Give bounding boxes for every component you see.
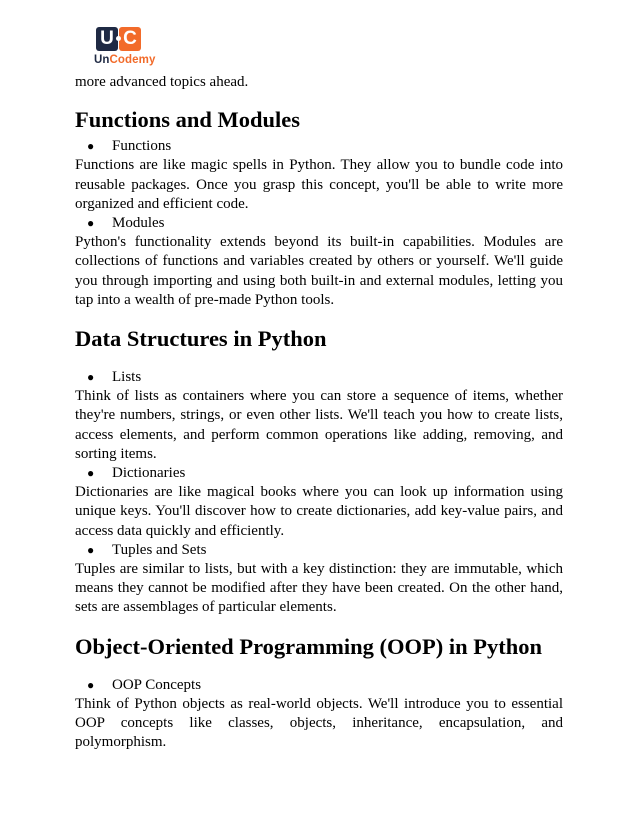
bullet-label: Dictionaries	[112, 465, 186, 482]
logo-mark-u: U	[96, 27, 118, 51]
logo-wordmark-codemy: Codemy	[109, 54, 156, 66]
intro-fragment: more advanced topics ahead.	[75, 74, 249, 90]
bullet-item-tuples-sets	[75, 541, 563, 560]
bullet-item-modules	[75, 214, 563, 233]
bullet-icon: ●	[87, 370, 95, 385]
bullet-icon: ●	[87, 216, 95, 231]
bullet-item-functions	[75, 137, 563, 156]
paragraph-functions: Functions are like magic spells in Python. They allow you to bundle code into reusable packages. Once you grasp this concept, you'll be able to write more organized and efficient code.	[75, 157, 563, 212]
paragraph-dictionaries: Dictionaries are like magical books where you can look up information using unique keys. You'll discover how to create dictionaries, add key-value pairs, and access data quickly and efficiently.	[75, 484, 563, 539]
bullet-label: Functions	[112, 138, 172, 155]
logo-mark	[96, 27, 142, 53]
bullet-icon: ●	[87, 677, 95, 692]
logo-dot	[116, 36, 121, 41]
bullet-icon: ●	[87, 139, 95, 154]
section-heading-oop: Object-Oriented Programming (OOP) in Python	[75, 633, 543, 659]
bullet-icon: ●	[87, 542, 95, 557]
bullet-item-lists	[75, 368, 563, 387]
logo-mark-c: C	[119, 27, 141, 51]
paragraph-tuples-sets: Tuples are similar to lists, but with a key distinction: they are immutable, which means they cannot be modified after they have been created. On the other hand, sets are assemblages of particular elements.	[75, 561, 563, 616]
bullet-label: OOP Concepts	[112, 676, 202, 693]
section-heading-data-structures: Data Structures in Python	[75, 326, 327, 352]
uncodemy-logo	[94, 27, 156, 66]
document-body	[75, 73, 563, 752]
paragraph-modules: Python's functionality extends beyond its built-in capabilities. Modules are collections of functions and variables created by others or yourself. We'll guide you through importing and using both built-in and external modules, letting you tap into a wealth of pre-made Python tools.	[75, 234, 563, 308]
logo-wordmark	[94, 54, 156, 66]
section-heading-functions-modules: Functions and Modules	[75, 107, 301, 133]
bullet-label: Tuples and Sets	[112, 541, 207, 558]
logo-wordmark-un: Un	[94, 54, 110, 66]
bullet-label: Modules	[112, 215, 165, 232]
paragraph-oop-concepts: Think of Python objects as real-world objects. We'll introduce you to essential OOP concepts like classes, objects, inheritance, encapsulation, and polymorphism.	[75, 695, 563, 751]
bullet-item-dictionaries	[75, 464, 563, 483]
bullet-item-oop-concepts	[75, 676, 563, 695]
paragraph-lists: Think of lists as containers where you can store a sequence of items, whether they're numbers, strings, or even other lists. We'll teach you how to create lists, access elements, and perform common operations like adding, removing, and sorting items.	[75, 388, 563, 462]
bullet-label: Lists	[112, 369, 142, 386]
bullet-icon: ●	[87, 466, 95, 481]
